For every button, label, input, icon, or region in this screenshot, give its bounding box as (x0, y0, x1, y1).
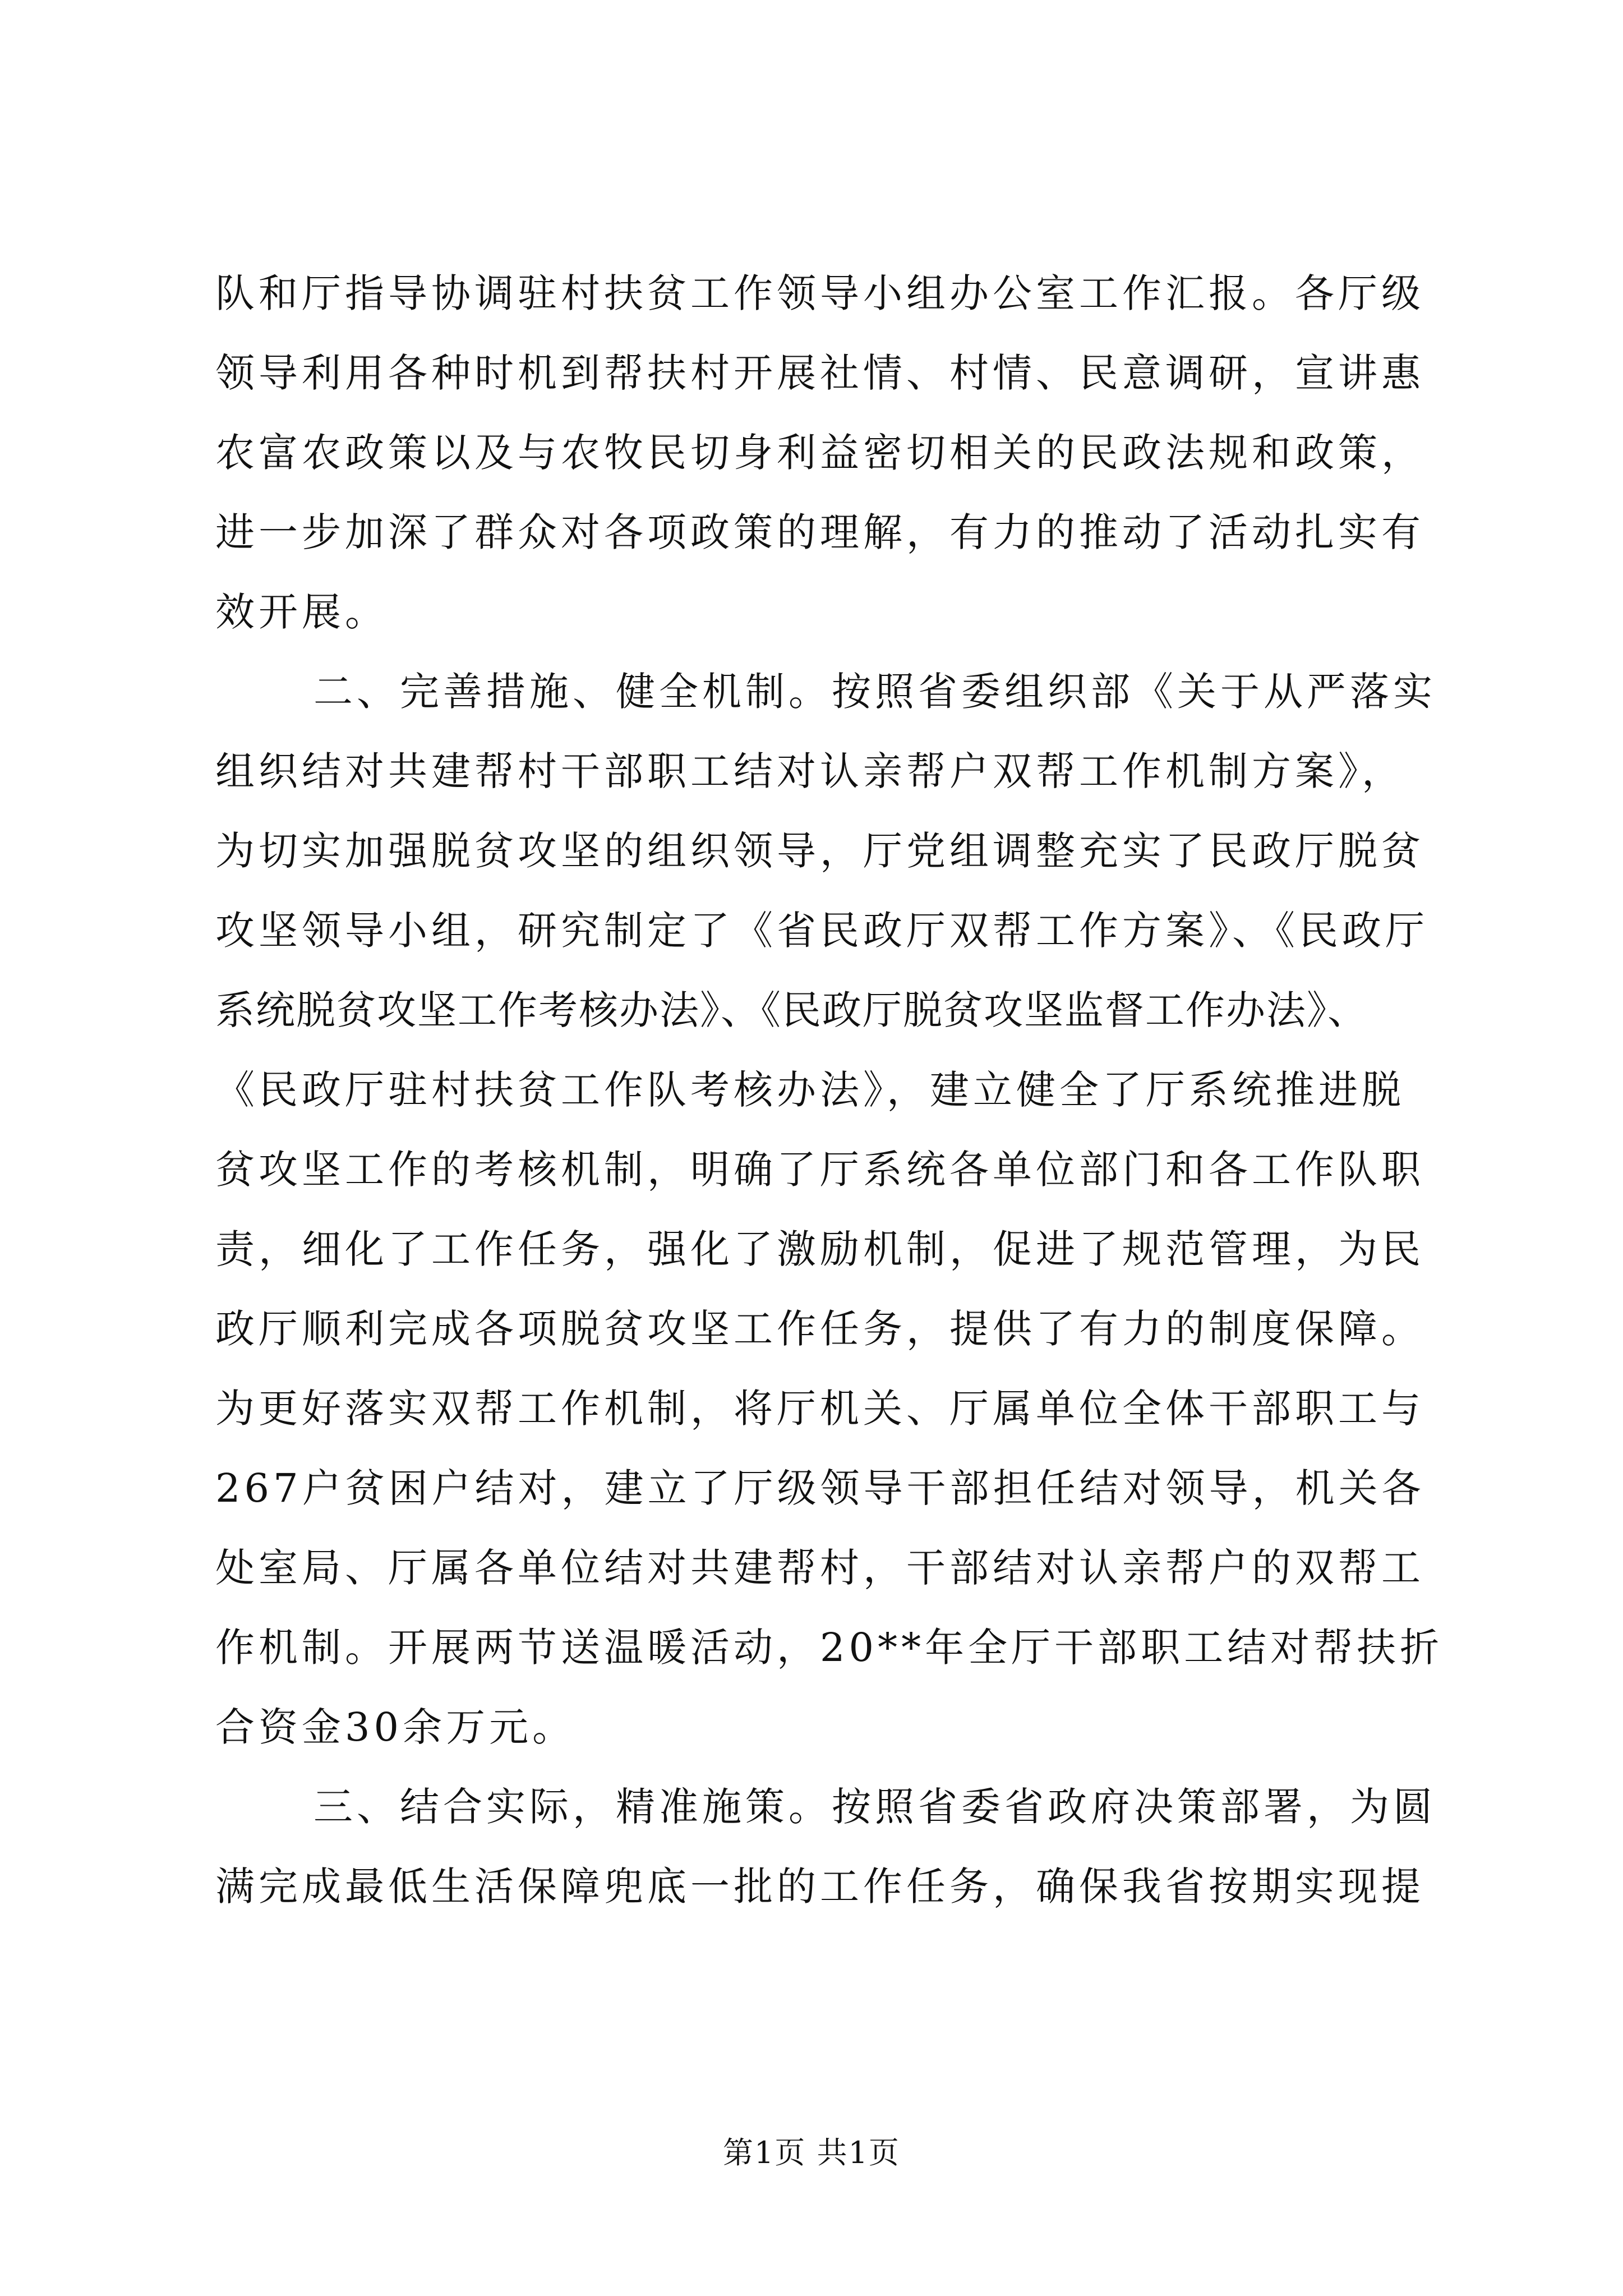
text-line: 进一步加深了群众对各项政策的理解，有力的推动了活动扎实有 (215, 509, 1424, 555)
text-line: 责，细化了工作任务，强化了激励机制，促进了规范管理，为民 (215, 1226, 1424, 1272)
text-line: 267户贫困户结对，建立了厅级领导干部担任结对领导，机关各 (215, 1465, 1425, 1511)
text-line: 政厅顺利完成各项脱贫攻坚工作任务，提供了有力的制度保障。 (215, 1306, 1424, 1352)
text-line: 系统脱贫攻坚工作考核办法》、《民政厅脱贫攻坚监督工作办法》、 (215, 987, 1368, 1033)
text-line: 为切实加强脱贫攻坚的组织领导，厅党组调整充实了民政厅脱贫 (215, 828, 1424, 874)
text-line: 作机制。开展两节送温暖活动，20**年全厅干部职工结对帮扶折 (215, 1625, 1444, 1671)
text-line: 领导利用各种时机到帮扶村开展社情、村情、民意调研，宣讲惠 (215, 350, 1424, 396)
page-footer: 第1页 共1页 (723, 2135, 900, 2170)
text-line: 队和厅指导协调驻村扶贫工作领导小组办公室工作汇报。各厅级 (215, 270, 1424, 316)
paragraph-start-line: 二、完善措施、健全机制。按照省委组织部《关于从严落实 (313, 669, 1436, 715)
text-line: 为更好落实双帮工作机制，将厅机关、厅属单位全体干部职工与 (215, 1386, 1424, 1432)
text-line: 处室局、厅属各单位结对共建帮村，干部结对认亲帮户的双帮工 (215, 1545, 1424, 1591)
document-body (215, 254, 1444, 1926)
text-line: 满完成最低生活保障兜底一批的工作任务，确保我省按期实现提 (215, 1864, 1424, 1910)
text-line: 合资金30余万元。 (215, 1704, 576, 1750)
text-line: 组织结对共建帮村干部职工结对认亲帮户双帮工作机制方案》， (215, 748, 1405, 794)
paragraph-start-line: 三、结合实际，精准施策。按照省委省政府决策部署，为圆 (313, 1784, 1436, 1830)
text-line: 攻坚领导小组，研究制定了《省民政厅双帮工作方案》、《民政厅 (215, 908, 1428, 954)
text-line: 效开展。 (215, 589, 388, 635)
text-line: 《民政厅驻村扶贫工作队考核办法》，建立健全了厅系统推进脱 (215, 1067, 1405, 1113)
text-line: 贫攻坚工作的考核机制，明确了厅系统各单位部门和各工作队职 (215, 1147, 1424, 1193)
text-line: 农富农政策以及与农牧民切身利益密切相关的民政法规和政策， (215, 430, 1424, 476)
